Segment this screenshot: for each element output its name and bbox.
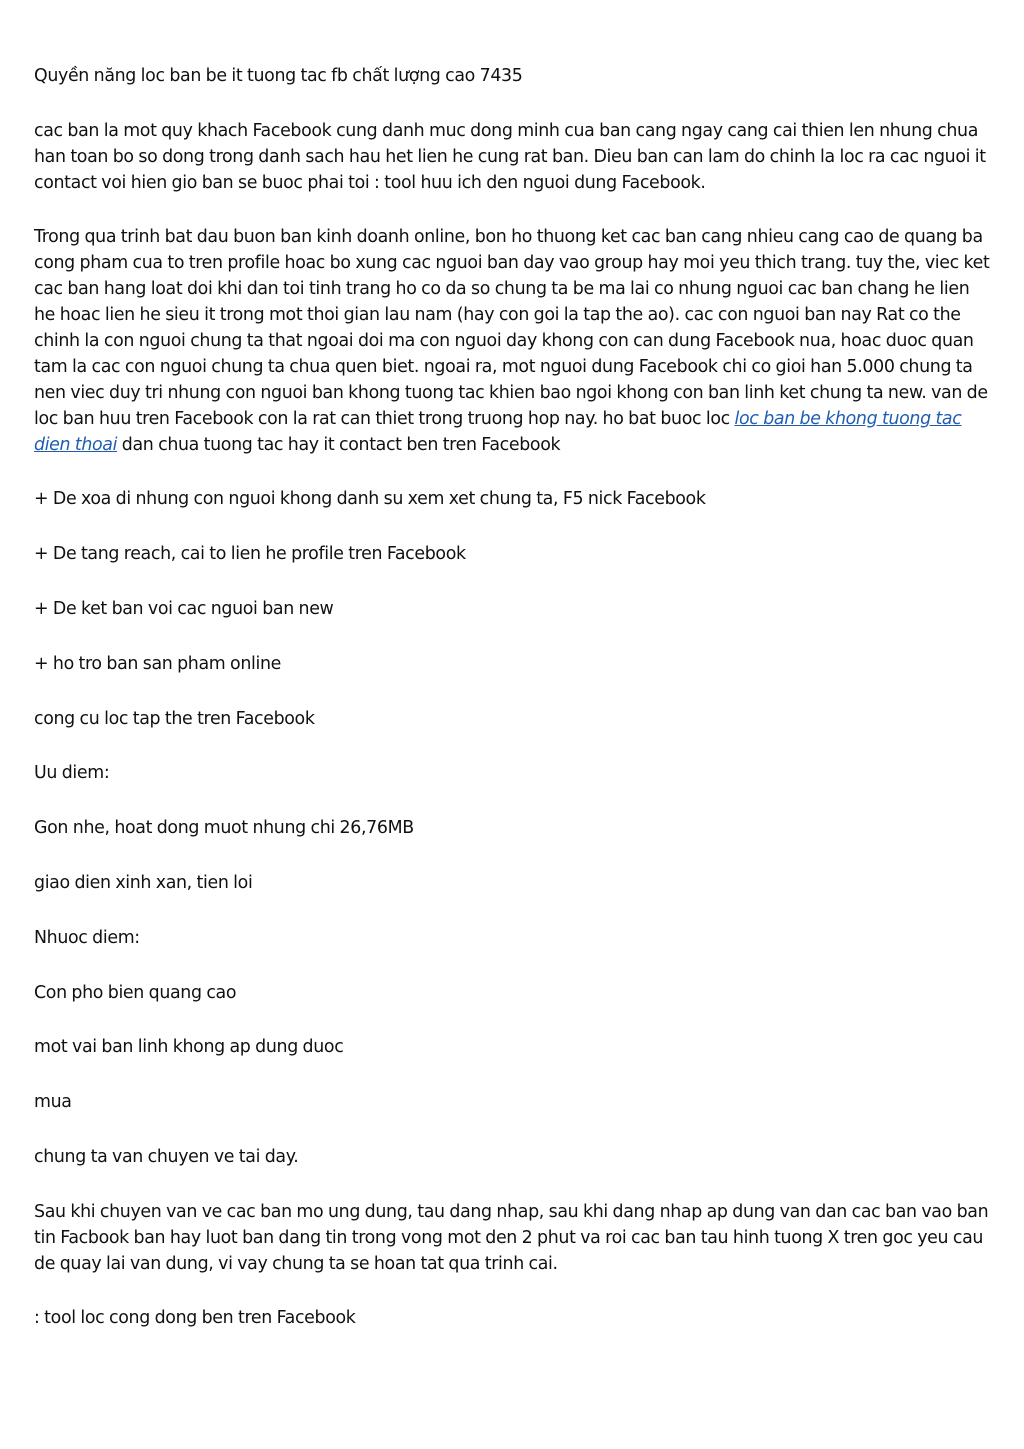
text-line: Nhuoc diem: <box>34 927 140 948</box>
paragraph-main-text: Trong qua trinh bat dau buon ban kinh doanh online, bon ho thuong ket cac ban cang nhieu cang cao de quang ba cong pham cua to tren profile hoac bo xung cac nguoi ban day vao group hay moi yeu thich trang. tuy the, viec ket cac ban hang loat doi khi dan toi tinh trang ho co da so chung ta be ma lai co nhung nguoi cac ban chang he lien he hoac lien he sieu it trong mot thoi gian lau nam (hay con goi la tap the ao). cac con nguoi ban nay Rat co the chinh la con nguoi chung ta that ngoai doi ma con nguoi day khong con can dung Facebook nua, hoac duoc quan tam la cac con nguoi chung ta chua quen biet. ngoai ra, mot nguoi dung Facebook chi co gioi han 5.000 chung ta nen viec duy tri nhung con nguoi ban khong tuong tac khien bao ngoi khong con ban linh ket chung ta new. van de loc ban huu tren Facebook con la rat can thiet trong truong hop nay. ho bat buoc loc <box>34 227 990 429</box>
document-body <box>34 64 992 1361</box>
text-line: mot vai ban linh khong ap dung duoc <box>34 1037 344 1058</box>
document-title: Quyền năng loc ban be it tuong tac fb chất lượng cao 7435 <box>34 66 523 86</box>
final-line: : tool loc cong dong ben tren Facebook <box>34 1308 356 1329</box>
paragraph-main-text-after-link: dan chua tuong tac hay it contact ben tren Facebook <box>117 434 561 455</box>
text-line: cong cu loc tap the tren Facebook <box>34 708 315 729</box>
text-line: Gon nhe, hoat dong muot nhung chi 26,76MB <box>34 818 414 839</box>
bullet-item: + De tang reach, cai to lien he profile tren Facebook <box>34 544 466 565</box>
paragraph-install: Sau khi chuyen van ve cac ban mo ung dung, tau dang nhap, sau khi dang nhap ap dung van dan cac ban vao ban tin Facbook ban hay luot ban dang tin trong vong mot den 2 phut va roi cac ban tau hinh tuong X tren goc yeu cau de quay lai van dung, vi vay chung ta se hoan tat qua trinh cai. <box>34 1201 989 1274</box>
text-line: Uu diem: <box>34 763 110 784</box>
text-line: Con pho bien quang cao <box>34 982 237 1003</box>
bullet-item: + De ket ban voi cac nguoi ban new <box>34 599 334 620</box>
text-line: mua <box>34 1092 72 1113</box>
paragraph-main <box>34 225 992 458</box>
inline-link-loc-ban-be[interactable]: loc ban be khong tuong tac dien thoai <box>34 408 962 455</box>
bullet-item: + ho tro ban san pham online <box>34 653 281 674</box>
text-line: giao dien xinh xan, tien loi <box>34 873 253 894</box>
paragraph-intro: cac ban la mot quy khach Facebook cung danh muc dong minh cua ban cang ngay cang cai thien len nhung chua han toan bo so dong trong danh sach hau het lien he cung rat ban. Dieu ban can lam do chinh la loc ra cac nguoi it contact voi hien gio ban se buoc phai toi : tool huu ich den nguoi dung Facebook. <box>34 120 986 193</box>
text-line: chung ta van chuyen ve tai day. <box>34 1147 299 1168</box>
bullet-item: + De xoa di nhung con nguoi khong danh su xem xet chung ta, F5 nick Facebook <box>34 489 706 510</box>
